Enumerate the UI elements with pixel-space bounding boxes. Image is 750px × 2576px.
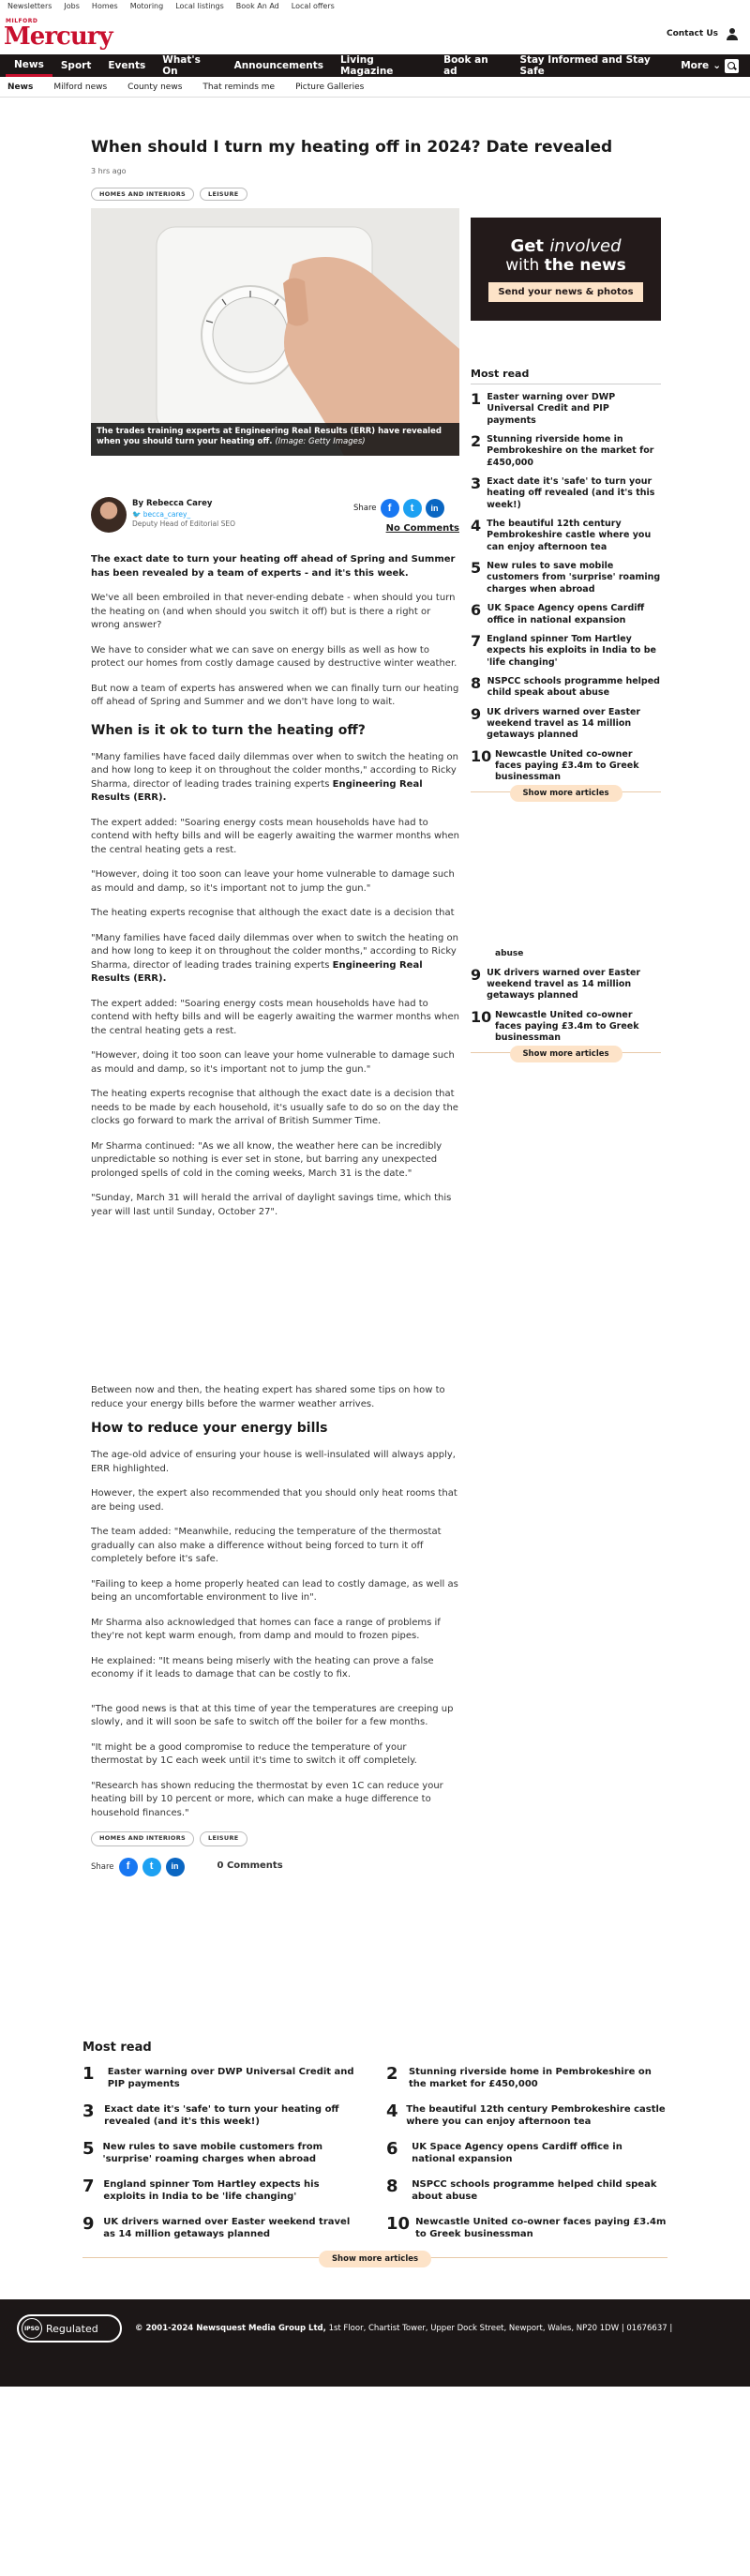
most-read-number: 6	[471, 601, 482, 620]
article-paragraph: He explained: "It means being miserly with the heating can prove a false economy if it leads to damage that can be costly to fix.	[91, 1655, 434, 1680]
util-link-book-an-ad[interactable]: Book An Ad	[235, 2, 279, 10]
ipso-logo: IPSO	[22, 2318, 42, 2339]
util-link-homes[interactable]: Homes	[91, 2, 118, 10]
most-read-number: 10	[386, 2214, 411, 2234]
caption-credit: (Image: Getty Images)	[275, 437, 366, 447]
article-paragraph: Between now and then, the heating expert has shared some tips on how to reduce your energy bills before the warmer weather arrives.	[91, 1385, 445, 1409]
most-read-number: 2	[386, 2064, 398, 2084]
article-tags-top	[91, 188, 248, 201]
article-paragraph: "Failing to keep a home properly heated can lead to costly damage, as well as being an uncomfortable environment to live in".	[91, 1578, 458, 1604]
most-read-item[interactable]	[471, 631, 661, 669]
util-link-jobs[interactable]: Jobs	[64, 2, 80, 10]
most-read-number: 4	[386, 2101, 398, 2121]
ipso-badge[interactable]	[17, 2314, 122, 2343]
most-read-headline: Exact date it's 'safe' to turn your heating off revealed (and it's this week!)	[104, 2104, 339, 2127]
twitter-share-icon[interactable]: t	[142, 1858, 161, 1876]
most-read-item[interactable]	[82, 2066, 364, 2090]
most-read-number: 1	[471, 390, 482, 408]
linkedin-share-icon[interactable]: in	[426, 499, 444, 518]
most-read-number: 7	[82, 2177, 95, 2196]
most-read-item[interactable]	[82, 2141, 364, 2165]
promo-line-2	[471, 256, 661, 275]
ipso-regulated-label: Regulated	[46, 2322, 98, 2335]
search-icon[interactable]	[725, 59, 739, 73]
most-read-headline: Easter warning over DWP Universal Credit and PIP payments	[107, 2067, 354, 2089]
article-headline: When should I turn my heating off in 2024? Date revealed	[91, 138, 613, 157]
section-heading: How to reduce your energy bills	[91, 1421, 328, 1436]
twitter-share-icon[interactable]: t	[403, 499, 422, 518]
most-read-title: Most read	[471, 368, 661, 384]
most-read-item[interactable]	[386, 2066, 668, 2090]
most-read-item[interactable]	[471, 519, 661, 553]
nav-news[interactable]: News	[6, 54, 52, 77]
most-read-item[interactable]	[82, 2178, 364, 2203]
most-read-title: Most read	[82, 2041, 152, 2055]
most-read-headline: NSPCC schools programme helped child speak about abuse	[412, 2179, 657, 2202]
most-read-item[interactable]	[471, 704, 661, 742]
subnav-picture-galleries[interactable]: Picture Galleries	[295, 82, 365, 92]
footer-copyright	[135, 2324, 672, 2333]
err-link[interactable]: Engineering Real Results (ERR).	[91, 778, 423, 804]
most-read-headline: Newcastle United co-owner faces paying £3.4m to Greek businessman	[495, 1009, 639, 1044]
article-paragraph: We've all been embroiled in that never-ending debate - when should you turn the heating on (and when should you switch it off) but is there a right or wrong answer?	[91, 593, 456, 630]
most-read-headline: Stunning riverside home in Pembrokeshire on the market for £450,000	[408, 2067, 652, 2089]
most-read-item[interactable]	[471, 965, 661, 1002]
most-read-number: 1	[82, 2064, 95, 2084]
share-bar-bottom	[91, 1858, 459, 1876]
most-read-number: 7	[471, 631, 482, 650]
most-read-item[interactable]	[386, 2103, 668, 2128]
promo-with: with	[505, 256, 540, 275]
most-read-number: 3	[82, 2101, 95, 2121]
article-paragraph: Mr Sharma also acknowledged that homes can face a range of problems if they're not kept warm enough, from damp and mould to frozen pipes.	[91, 1617, 441, 1642]
tag-leisure[interactable]: LEISURE	[200, 1831, 248, 1845]
nav-more-label: More	[681, 60, 710, 71]
most-read-item[interactable]	[471, 673, 661, 700]
nav-whats-on[interactable]: What's On	[162, 54, 201, 77]
author-avatar	[91, 497, 127, 533]
most-read-number: 9	[82, 2214, 95, 2234]
article-time: 3 hrs ago	[91, 167, 127, 175]
nav-living-magazine[interactable]: Living Magazine	[339, 54, 394, 77]
article-paragraph: "Research has shown reducing the thermostat by even 1C can reduce your heating bill by 10 percent or more, which can make a huge difference to household finances."	[91, 1780, 443, 1818]
author-role: Deputy Head of Editorial SEO	[132, 520, 236, 529]
show-more-wrap	[82, 2254, 668, 2275]
most-read-item[interactable]	[471, 434, 661, 469]
site-footer	[0, 2299, 750, 2387]
footer-address: 1st Floor, Chartist Tower, Upper Dock Street, Newport, Wales, NP20 1DW | 01676637 |	[328, 2324, 673, 2333]
article-paragraph	[91, 751, 459, 806]
most-read-item[interactable]	[471, 476, 661, 511]
nav-events[interactable]: Events	[108, 60, 146, 71]
article-paragraph: The expert added: "Soaring energy costs mean households have had to contend with hefty bills and will be eagerly awaiting the warmer months when the central heating gets a rest.	[91, 998, 459, 1036]
sub-nav	[0, 77, 750, 98]
util-link-newsletters[interactable]: Newsletters	[8, 2, 52, 10]
contact-us-link[interactable]: Contact Us	[666, 29, 718, 38]
show-more-button[interactable]: Show more articles	[510, 785, 622, 802]
most-read-number: 10	[471, 746, 492, 765]
promo-involved: involved	[549, 236, 622, 256]
most-read-number: 5	[471, 559, 482, 578]
twitter-icon: 🐦	[132, 509, 143, 519]
most-read-number: 5	[82, 2139, 95, 2159]
most-read-number: 9	[471, 965, 482, 984]
most-read-headline: UK Space Agency opens Cardiff office in national expansion	[487, 603, 645, 625]
most-read-item[interactable]	[471, 1007, 661, 1045]
most-read-sidebar	[471, 368, 661, 809]
masthead	[0, 13, 750, 54]
most-read-headline: England spinner Tom Hartley expects his exploits in India to be 'life changing'	[103, 2179, 320, 2202]
most-read-headline: UK Space Agency opens Cardiff office in national expansion	[412, 2142, 622, 2164]
logo-brand: Mercury	[4, 23, 112, 51]
hero-caption	[91, 423, 459, 456]
byline	[91, 497, 459, 535]
promo-the-news: the news	[544, 256, 626, 275]
article-paragraph: But now a team of experts has answered when we can finally turn our heating off ahead of Spring and Summer and we don't have long to wait.	[91, 683, 459, 707]
copyright-text: © 2001-2024 Newsquest Media Group Ltd,	[135, 2324, 326, 2333]
most-read-headline: Newcastle United co-owner faces paying £3.4m to Greek businessman	[415, 2217, 667, 2239]
util-link-local-offers[interactable]: Local offers	[291, 2, 335, 10]
section-heading: When is it ok to turn the heating off?	[91, 722, 366, 738]
most-read-headline: The beautiful 12th century Pembrokeshire castle where you can enjoy afternoon tea	[487, 519, 652, 552]
most-read-headline: NSPCC schools programme helped child speak about abuse	[487, 675, 660, 699]
article-paragraph: However, the expert also recommended that you should only heat rooms that are being used.	[91, 1488, 458, 1513]
most-read-number: 2	[471, 432, 482, 451]
util-link-motoring[interactable]: Motoring	[129, 2, 164, 10]
promo-get: Get	[510, 236, 545, 256]
nav-more[interactable]	[681, 59, 744, 73]
nav-announcements[interactable]: Announcements	[233, 60, 323, 71]
most-read-number: 8	[386, 2177, 398, 2196]
article-body-part1	[91, 553, 459, 1230]
article-paragraph	[91, 932, 459, 987]
article-body-part2	[91, 1384, 459, 1876]
nav-stay-informed[interactable]: Stay Informed and Stay Safe	[519, 54, 651, 77]
article-paragraph: The heating experts recognise that although the exact date is a decision that	[91, 908, 455, 919]
show-more-button[interactable]: Show more articles	[510, 1046, 622, 1062]
most-read-number: 10	[471, 1007, 492, 1026]
nav-sport[interactable]: Sport	[60, 60, 92, 71]
logo-prefix: MILFORD	[6, 18, 38, 24]
article-paragraph: The team added: "Meanwhile, reducing the temperature of the thermostat gradually can also make a difference without being forced to turn it off completely before it's safe.	[91, 1527, 442, 1565]
most-read-item[interactable]	[471, 746, 661, 784]
send-news-button[interactable]: Send your news & photos	[488, 282, 642, 302]
most-read-item[interactable]	[82, 2216, 364, 2240]
facebook-share-icon[interactable]: f	[119, 1858, 138, 1876]
comments-link[interactable]: No Comments	[385, 523, 459, 534]
article-paragraph: "However, doing it too soon can leave your home vulnerable to damage such as mould and damp, so it's important not to jump the gun."	[91, 1050, 455, 1075]
most-read-partial: abuse	[495, 949, 524, 958]
most-read-item[interactable]	[386, 2216, 668, 2240]
site-logo[interactable]	[4, 19, 112, 49]
quote-text: "Many families have faced daily dilemmas over when to switch the heating on and how long to keep it on throughout the colder months," according to Ricky Sharma, director of leading trades training experts	[91, 751, 458, 790]
author-info	[132, 499, 235, 530]
most-read-item[interactable]	[82, 2103, 364, 2128]
share-label: Share	[91, 1861, 114, 1872]
thermostat-photo	[91, 208, 459, 456]
share-bar	[353, 499, 444, 518]
subnav-news[interactable]: News	[8, 82, 34, 92]
most-read-headline: Newcastle United co-owner faces paying £3.4m to Greek businessman	[495, 748, 639, 783]
tag-leisure[interactable]: LEISURE	[200, 188, 248, 201]
most-read-sidebar-sticky	[471, 949, 661, 1070]
article-lead: The exact date to turn your heating off ahead of Spring and Summer has been revealed by a team of experts - and it's this week.	[91, 554, 456, 579]
article-paragraph: We have to consider what we can save on energy bills as well as how to protect our homes from costly damage caused by destructive winter weather.	[91, 644, 458, 669]
subnav-that-reminds-me[interactable]: That reminds me	[202, 82, 276, 92]
most-read-headline: Stunning riverside home in Pembrokeshire on the market for £450,000	[487, 434, 654, 468]
author-handle-text: becca_carey_	[142, 509, 191, 519]
show-more-button[interactable]: Show more articles	[319, 2251, 431, 2267]
most-read-headline: The beautiful 12th century Pembrokeshire castle where you can enjoy afternoon tea	[406, 2104, 666, 2127]
most-read-headline: Easter warning over DWP Universal Credit and PIP payments	[487, 392, 616, 426]
article-paragraph: Mr Sharma continued: "As we all know, the weather here can be incredibly unpredictable so nothing is ever set in stone, but barring any unexpected prolonged spells of cold in the coming weeks, March 31 is the date."	[91, 1140, 442, 1179]
most-read-item[interactable]	[386, 2178, 668, 2203]
nav-book-an-ad[interactable]: Book an ad	[443, 54, 488, 77]
article-paragraph: The age-old advice of ensuring your house is well-insulated will always apply, ERR highlighted.	[91, 1450, 456, 1474]
caption-text: The trades training experts at Engineering Real Results (ERR) have revealed when you should turn your heating off.	[97, 427, 442, 447]
most-read-grid	[82, 2066, 668, 2248]
err-link[interactable]: Engineering Real Results (ERR).	[91, 959, 423, 985]
most-read-headline: England spinner Tom Hartley expects his exploits in India to be 'life changing'	[487, 633, 657, 668]
most-read-headline: New rules to save mobile customers from 'surprise' roaming charges when abroad	[487, 561, 661, 595]
most-read-item[interactable]	[471, 561, 661, 595]
tag-homes-interiors[interactable]: HOMES AND INTERIORS	[91, 188, 194, 201]
share-label: Share	[353, 504, 377, 513]
most-read-number: 6	[386, 2139, 398, 2159]
most-read-number: 9	[471, 704, 482, 723]
most-read-headline: Exact date it's 'safe' to turn your heating off revealed (and it's this week!)	[487, 476, 655, 510]
quote-text: "Many families have faced daily dilemmas over when to switch the heating on and how long to keep it on throughout the colder months," according to Ricky Sharma, director of leading trades training experts	[91, 932, 458, 971]
most-read-item[interactable]	[386, 2141, 668, 2165]
most-read-headline: UK drivers warned over Easter weekend travel as 14 million getaways planned	[487, 706, 641, 741]
linkedin-share-icon[interactable]: in	[166, 1858, 185, 1876]
tag-homes-interiors[interactable]: HOMES AND INTERIORS	[91, 1831, 194, 1845]
subnav-county-news[interactable]: County news	[128, 82, 183, 92]
article-paragraph: "It might be a good compromise to reduce the temperature of your thermostat by 1C each week until it's time to switch it off completely.	[91, 1741, 417, 1767]
utility-nav	[0, 0, 750, 13]
most-read-headline: New rules to save mobile customers from 'surprise' roaming charges when abroad	[102, 2142, 323, 2164]
most-read-number: 8	[471, 673, 482, 692]
article-tags-bottom	[91, 1831, 459, 1845]
article-paragraph: "The good news is that at this time of year the temperatures are creeping up slowly, and it will soon be safe to switch off the boiler for a few months.	[91, 1703, 454, 1728]
util-link-local-listings[interactable]: Local listings	[175, 2, 224, 10]
most-read-number: 4	[471, 517, 482, 535]
facebook-share-icon[interactable]: f	[381, 499, 399, 518]
most-read-headline: UK drivers warned over Easter weekend travel as 14 million getaways planned	[487, 967, 641, 1002]
show-more-wrap	[471, 1048, 661, 1070]
main-nav	[0, 54, 750, 77]
most-read-number: 3	[471, 475, 482, 493]
news-promo	[471, 218, 661, 321]
article-paragraph: The expert added: "Soaring energy costs mean households have had to contend with hefty bills and will be eagerly awaiting the warmer months when the central heating gets a rest.	[91, 817, 459, 855]
subnav-milford-news[interactable]: Milford news	[53, 82, 108, 92]
masthead-actions	[667, 27, 739, 40]
article-paragraph: The heating experts recognise that although the exact date is a decision that needs to be made by each household, it's usually safe to do so on the day the clocks go forward to mark the arrival of British Summer Time.	[91, 1089, 458, 1127]
most-read-bottom	[82, 2041, 668, 2275]
user-account-icon[interactable]	[726, 27, 739, 40]
show-more-wrap	[471, 788, 661, 809]
comments-count[interactable]: 0 Comments	[217, 1860, 283, 1872]
hero-image	[91, 208, 459, 456]
most-read-item[interactable]	[471, 392, 661, 427]
most-read-headline: UK drivers warned over Easter weekend travel as 14 million getaways planned	[103, 2217, 351, 2239]
chevron-down-icon: ⌄	[712, 60, 721, 71]
article-paragraph: "However, doing it too soon can leave your home vulnerable to damage such as mould and damp, so it's important not to jump the gun."	[91, 869, 455, 894]
author-twitter-handle[interactable]	[132, 510, 235, 520]
promo-line-1	[471, 236, 661, 256]
author-name[interactable]: By Rebecca Carey	[132, 499, 213, 508]
article-paragraph: "Sunday, March 31 will herald the arrival of daylight savings time, which this year will last until Sunday, October 27".	[91, 1193, 452, 1217]
most-read-item[interactable]	[471, 603, 661, 626]
